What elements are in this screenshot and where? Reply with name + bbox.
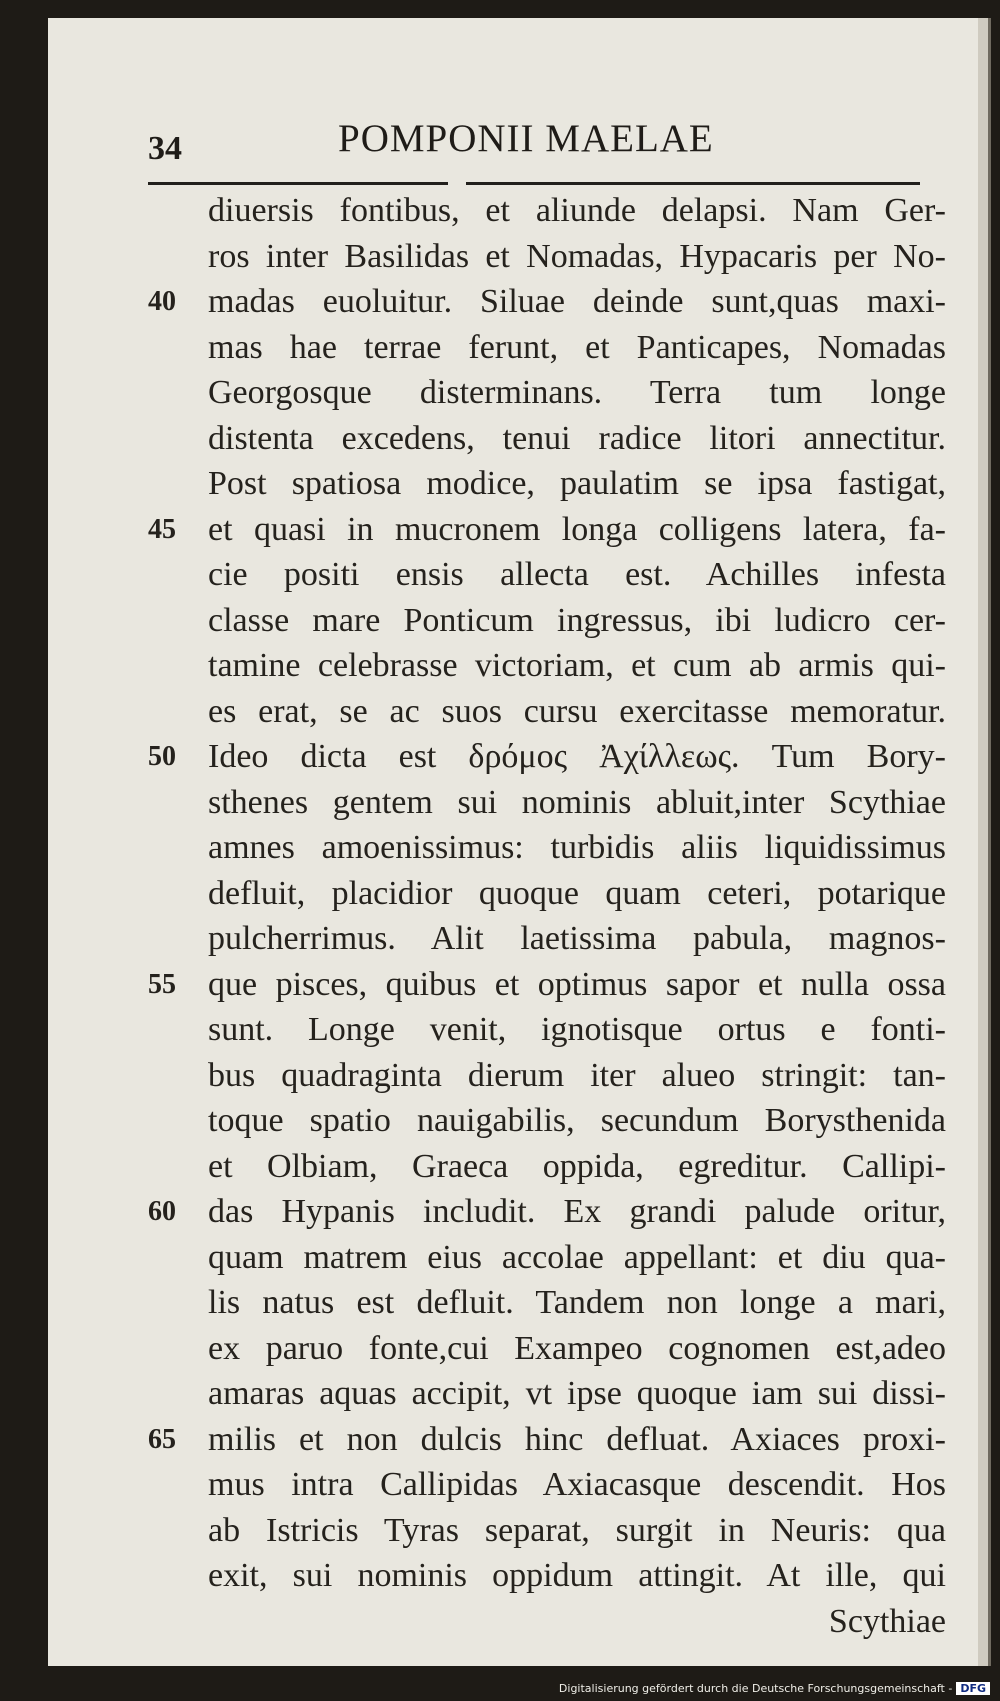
text-line — [148, 279, 946, 325]
line-text: classe mare Ponticum ingressus, ibi ludicro cer- — [208, 601, 946, 639]
text-line — [168, 1098, 946, 1144]
text-line — [168, 416, 946, 462]
line-text: amaras aquas accipit, vt ipse quoque iam sui dissi- — [208, 1375, 946, 1412]
line-text: toque spatio nauigabilis, secundum Borysthenida — [208, 1102, 946, 1139]
line-text: madas euoluitur. Siluae deinde sunt,quas maxi- — [208, 283, 946, 320]
line-text: distenta excedens, tenui radice litori annectitur. — [208, 419, 946, 457]
text-line — [168, 1235, 946, 1281]
dfg-logo: DFG — [956, 1682, 990, 1695]
text-line — [168, 1053, 946, 1099]
running-title: POMPONII MAELAE — [338, 117, 714, 160]
text-line — [168, 325, 946, 371]
line-text: sunt. Longe venit, ignotisque ortus e fonti- — [208, 1011, 946, 1048]
text-line — [148, 507, 946, 553]
line-text: exit, sui nominis oppidum attingit. At ille, qui — [208, 1557, 946, 1594]
line-text: mus intra Callipidas Axiacasque descendit. Hos — [208, 1466, 946, 1503]
line-text: amnes amoenissimus: turbidis aliis liquidissimus — [208, 829, 946, 866]
line-text: defluit, placidior quoque quam ceteri, potarique — [208, 874, 946, 912]
line-text: ab Istricis Tyras separat, surgit in Neuris: qua — [208, 1511, 946, 1549]
text-line — [168, 598, 946, 644]
line-text: que pisces, quibus et optimus sapor et nulla ossa — [208, 965, 946, 1003]
line-number: 40 — [148, 286, 176, 317]
text-line — [148, 962, 946, 1008]
text-line — [168, 234, 946, 280]
line-text: et quasi in mucronem longa colligens latera, fa- — [208, 510, 946, 548]
line-text: pulcherrimus. Alit laetissima pabula, magnos- — [208, 920, 946, 957]
line-text: mas hae terrae ferunt, et Panticapes, Nomadas — [208, 328, 946, 366]
line-number: 45 — [148, 513, 176, 545]
text-line — [168, 1326, 946, 1372]
line-text: ros inter Basilidas et Nomadas, Hypacaris per No- — [208, 237, 946, 275]
line-text: et Olbiam, Graeca oppida, egreditur. Callipi- — [208, 1147, 946, 1185]
line-text: bus quadraginta dierum iter alueo stringit: tan- — [208, 1056, 946, 1094]
text-line — [148, 734, 946, 780]
line-text: Georgosque disterminans. Terra tum longe — [208, 374, 946, 411]
text-line — [168, 643, 946, 689]
line-text: milis et non dulcis hinc defluat. Axiaces proxi- — [208, 1420, 946, 1458]
text-line — [168, 871, 946, 917]
text-line — [148, 1417, 946, 1463]
text-line — [168, 552, 946, 598]
catchword-line — [168, 1599, 946, 1645]
text-line — [168, 1462, 946, 1508]
text-line — [168, 1553, 946, 1599]
text-line — [148, 1189, 946, 1235]
line-number: 50 — [148, 741, 176, 772]
line-text: Ideo dicta est δρόμος Ἀχίλλεως. Tum Bory- — [208, 738, 946, 775]
line-text: quam matrem eius accolae appellant: et diu qua- — [208, 1238, 946, 1276]
page-edge — [978, 18, 988, 1666]
line-text: cie positi ensis allecta est. Achilles infesta — [208, 556, 946, 593]
line-number: 55 — [148, 968, 176, 1000]
line-text: ex paruo fonte,cui Exampeo cognomen est,adeo — [208, 1329, 946, 1367]
line-text: es erat, se ac suos cursu exercitasse memoratur. — [208, 692, 946, 730]
line-text: das Hypanis includit. Ex grandi palude oritur, — [208, 1193, 946, 1230]
text-line — [168, 780, 946, 826]
line-text: lis natus est defluit. Tandem non longe a mari, — [208, 1284, 946, 1321]
line-text: diuersis fontibus, et aliunde delapsi. Nam Ger- — [208, 192, 946, 229]
text-line — [168, 1508, 946, 1554]
text-line — [168, 188, 946, 234]
header-rule — [148, 182, 920, 185]
text-line — [168, 370, 946, 416]
line-text: tamine celebrasse victoriam, et cum ab armis qui- — [208, 647, 946, 684]
line-text: sthenes gentem sui nominis abluit,inter Scythiae — [208, 783, 946, 821]
line-text: Post spatiosa modice, paulatim se ipsa fastigat, — [208, 465, 946, 502]
book-page — [48, 18, 991, 1666]
text-line — [168, 1371, 946, 1417]
text-line — [168, 1280, 946, 1326]
text-line — [168, 916, 946, 962]
line-number: 60 — [148, 1196, 176, 1227]
header-rule-gap — [448, 180, 466, 187]
text-line — [168, 1007, 946, 1053]
footer-credit — [559, 1682, 990, 1695]
text-block — [148, 188, 946, 1644]
catchword: Scythiae — [828, 1602, 946, 1640]
text-line — [168, 1144, 946, 1190]
line-number: 65 — [148, 1423, 176, 1455]
page-number: 34 — [148, 130, 182, 167]
page-header — [148, 106, 918, 166]
footer-credit-text: Digitalisierung gefördert durch die Deutsche Forschungsgemeinschaft - — [558, 1682, 953, 1695]
text-line — [168, 461, 946, 507]
text-line — [168, 825, 946, 871]
text-line — [168, 689, 946, 735]
